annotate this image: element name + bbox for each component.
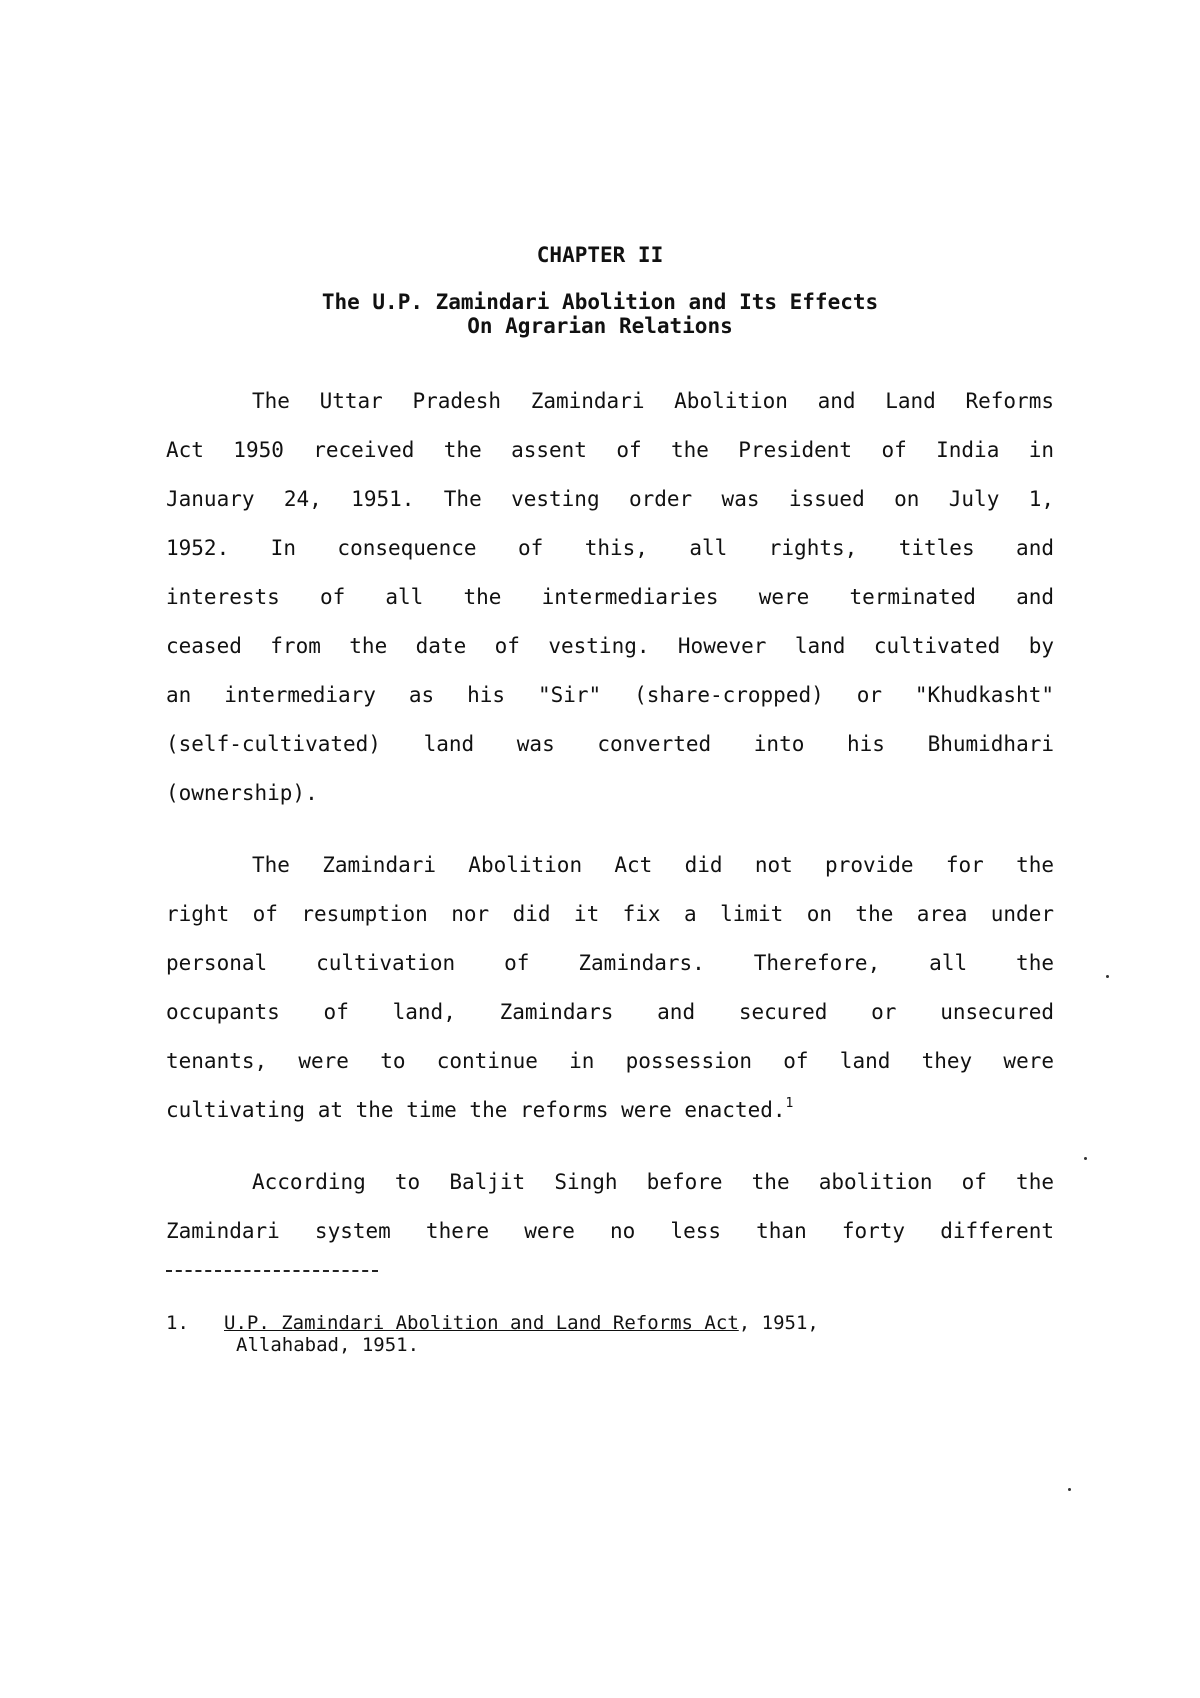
paragraph-line: Zamindari system there were no less than forty different <box>166 1219 1054 1243</box>
paragraph-line: According to Baljit Singh before the abolition of the <box>252 1170 1054 1194</box>
chapter-title <box>0 290 1200 338</box>
paragraph-1 <box>166 377 1054 818</box>
footnote-marker: 1 <box>785 1096 794 1111</box>
chapter-heading: CHAPTER II <box>536 243 664 267</box>
scan-speck <box>1084 1157 1087 1160</box>
paragraph-line: (self-cultivated) land was converted into his Bhumidhari <box>166 732 1054 756</box>
paragraph-line: personal cultivation of Zamindars. Therefore, all the <box>166 951 1054 975</box>
footnote <box>166 1312 1066 1356</box>
chapter-title-line-2: On Agrarian Relations <box>467 314 733 338</box>
paragraph-line: an intermediary as his "Sir" (share-cropped) or "Khudkasht" <box>166 683 1054 707</box>
paragraph-line: occupants of land, Zamindars and secured or unsecured <box>166 1000 1054 1024</box>
paragraph-line: The Uttar Pradesh Zamindari Abolition and Land Reforms <box>252 389 1054 413</box>
chapter-title-line-1: The U.P. Zamindari Abolition and Its Effects <box>321 290 879 314</box>
paragraph-line: ceased from the date of vesting. However land cultivated by <box>166 634 1054 658</box>
paragraph-line-text: cultivating at the time the reforms were enacted. <box>166 1098 786 1122</box>
paragraph-line: 1952. In consequence of this, all rights, titles and <box>166 536 1054 560</box>
paragraph-line: interests of all the intermediaries were terminated and <box>166 585 1054 609</box>
paragraph-line-with-footnote <box>166 1086 1054 1135</box>
scan-speck <box>1068 1488 1071 1491</box>
paragraph-line: Act 1950 received the assent of the President of India in <box>166 438 1054 462</box>
footnote-line-2: Allahabad, 1951. <box>236 1334 420 1356</box>
paragraph-line: January 24, 1951. The vesting order was issued on July 1, <box>166 487 1054 511</box>
paragraph-2 <box>166 841 1054 1135</box>
footnote-number: 1. <box>166 1312 189 1334</box>
paragraph-3 <box>166 1158 1054 1256</box>
footnote-suffix: , 1951, <box>738 1312 819 1334</box>
paragraph-line: tenants, were to continue in possession of land they were <box>166 1049 1054 1073</box>
footnote-title: U.P. Zamindari Abolition and Land Reforms Act <box>224 1312 739 1334</box>
paragraph-line: The Zamindari Abolition Act did not provide for the <box>252 853 1054 877</box>
paragraph-line: (ownership). <box>166 781 318 805</box>
paragraph-line: right of resumption nor did it fix a limit on the area under <box>166 902 1054 926</box>
scan-speck <box>1106 975 1109 978</box>
footnote-separator <box>166 1270 378 1272</box>
